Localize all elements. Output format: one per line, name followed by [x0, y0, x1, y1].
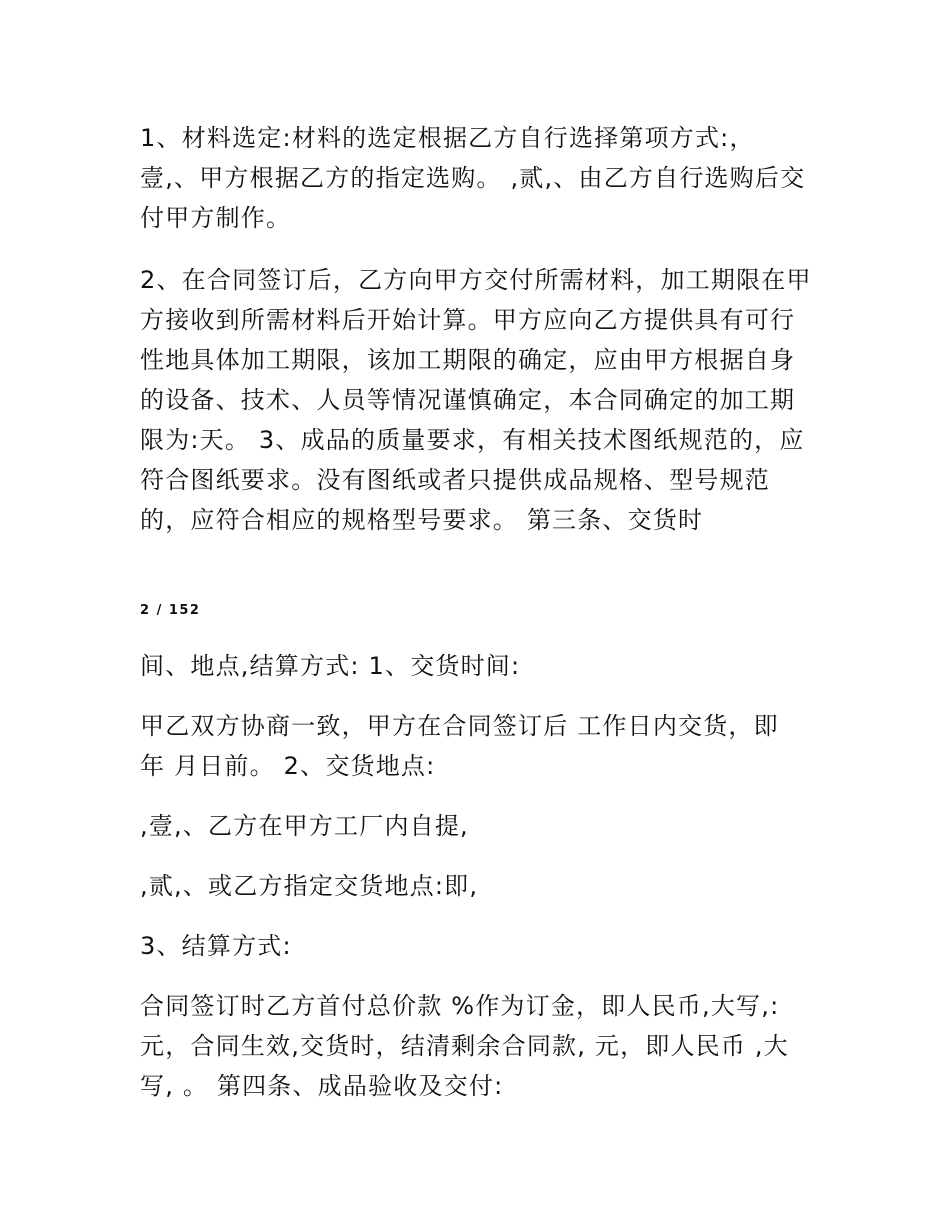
- page-number: 2 / 152: [140, 603, 201, 618]
- paragraph-pickup-option: ,壹,、乙方在甲方工厂内自提,: [140, 812, 469, 840]
- paragraph-settlement-heading: 3、结算方式:: [140, 932, 292, 960]
- paragraph-delivery-heading: 间、地点,结算方式: 1、交货时间:: [140, 652, 521, 680]
- paragraph-delivery-time: 甲乙双方协商一致，甲方在合同签订后 工作日内交货，即 年 月日前。 2、交货地点:: [140, 712, 779, 780]
- paragraph-settlement-terms: 合同签订时乙方首付总价款 %作为订金，即人民币,大写,: 元，合同生效,交货时，结清剩余合同款, 元，即人民币 ,大写, 。 第四条、成品验收及交付:: [140, 992, 789, 1100]
- paragraph-processing-period: 2、在合同签订后，乙方向甲方交付所需材料，加工期限在甲方接收到所需材料后开始计算。甲方应向乙方提供具有可行性地具体加工期限，该加工期限的确定，应由甲方根据自身的设备、技术、人员等情况谨慎确定，本合同确定的加工期限为:天。 3、成品的质量要求，有相关技术图纸规范的，应符合图纸要求。没有图纸或者只提供成品规格、型号规范的，应符合相应的规格型号要求。 第三条、交货时: [140, 266, 812, 534]
- paragraph-designated-location: ,贰,、或乙方指定交货地点:即,: [140, 872, 479, 900]
- paragraph-material-selection: 1、材料选定:材料的选定根据乙方自行选择第项方式:，壹,、甲方根据乙方的指定选购。 ,贰,、由乙方自行选购后交付甲方制作。: [140, 124, 806, 232]
